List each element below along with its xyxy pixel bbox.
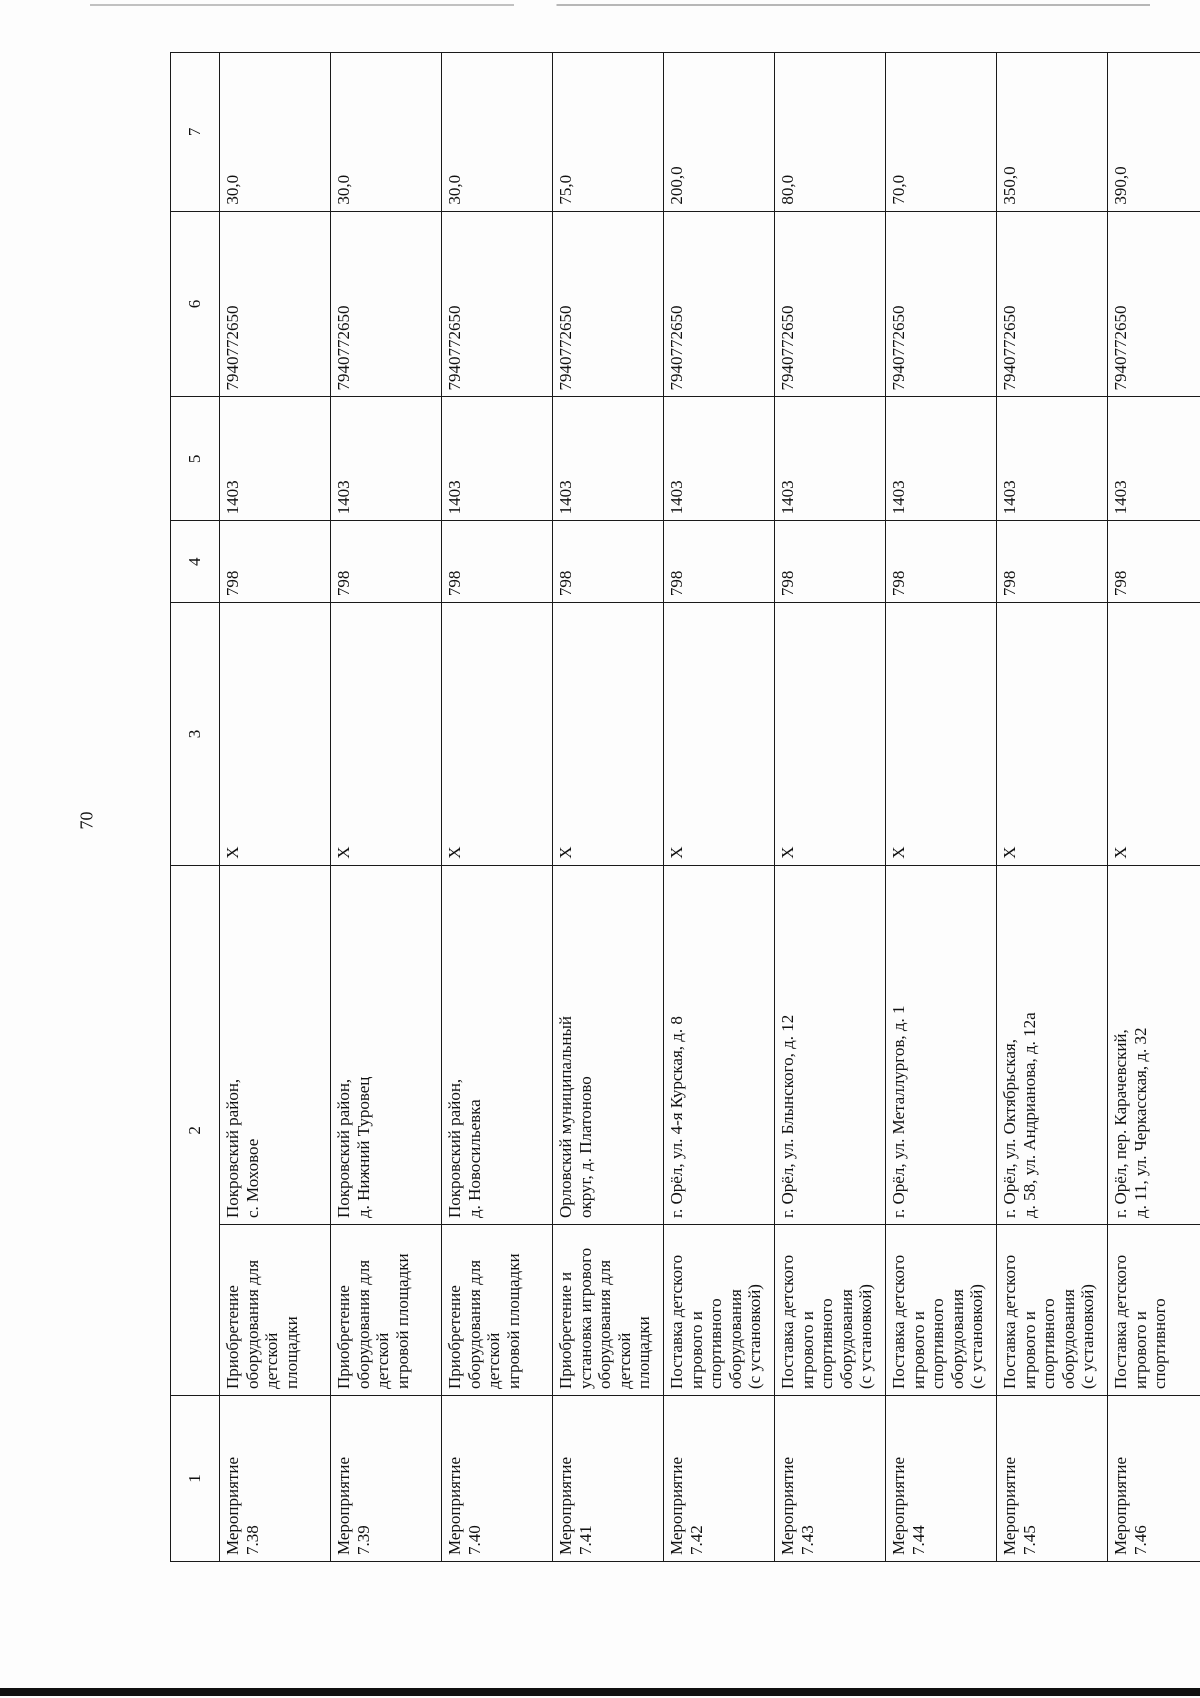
- measure-name-cell-line: оборудования для детской: [464, 1259, 504, 1389]
- col3-cell: Х: [220, 603, 331, 866]
- address-cell: [1108, 865, 1200, 1224]
- measure-name-cell-line: оборудования: [836, 1289, 856, 1389]
- col4-cell: 798: [442, 521, 553, 603]
- measure-code-cell: [886, 1396, 997, 1562]
- measure-name-cell-line: площадки: [634, 1316, 654, 1389]
- measure-name-cell: [553, 1225, 664, 1396]
- table-row: [220, 53, 331, 1562]
- address-cell-line: с. Моховое: [242, 1138, 262, 1219]
- col5-cell: 1403: [664, 397, 775, 521]
- amount-cell: 30,0: [331, 53, 442, 212]
- col6-cell: 7940772650: [553, 211, 664, 397]
- col4-cell: 798: [886, 521, 997, 603]
- measure-name-cell-line: Поставка детского: [889, 1254, 908, 1389]
- measure-name-cell-line: оборудования для детской: [595, 1259, 634, 1389]
- measure-name-cell-line: игрового и спортивного: [797, 1298, 837, 1389]
- measure-code-cell-line: 7.40: [464, 1525, 484, 1555]
- col3-cell: Х: [886, 603, 997, 866]
- col5-cell: 1403: [220, 397, 331, 521]
- table-row: [1108, 53, 1200, 1562]
- measure-code-cell: [997, 1396, 1108, 1562]
- table-body: [220, 53, 1200, 1562]
- measure-name-cell-line: Поставка детского: [1000, 1254, 1019, 1389]
- measure-name-cell-line: игрового и спортивного: [908, 1298, 948, 1389]
- address-cell-line: д. Нижний Туровец: [353, 1076, 373, 1219]
- measure-name-cell: [220, 1225, 331, 1396]
- measure-name-cell: [775, 1225, 886, 1396]
- amount-cell: 80,0: [775, 53, 886, 212]
- col3-cell: Х: [775, 603, 886, 866]
- measure-code-cell-line: Мероприятие: [1111, 1456, 1130, 1555]
- measure-name-cell: [997, 1225, 1108, 1396]
- address-cell-line: г. Орёл, ул. Блынского, д. 12: [778, 1014, 797, 1219]
- measure-name-cell-line: (с установкой): [745, 1284, 765, 1389]
- col4-cell: 798: [553, 521, 664, 603]
- col6-cell: 7940772650: [775, 211, 886, 397]
- header-cell-4: 4: [171, 521, 220, 603]
- col6-cell: 7940772650: [997, 211, 1108, 397]
- address-cell: [553, 865, 664, 1224]
- measure-name-cell: [664, 1225, 775, 1396]
- amount-cell: 390,0: [1108, 53, 1200, 212]
- measure-name-cell: [442, 1225, 553, 1396]
- address-cell-line: д. 11, ул. Черкасская, д. 32: [1130, 1027, 1150, 1219]
- col4-cell: 798: [220, 521, 331, 603]
- col6-cell: 7940772650: [220, 211, 331, 397]
- measure-code-cell: [775, 1396, 886, 1562]
- table-header-row: [171, 53, 220, 1562]
- col5-cell: 1403: [886, 397, 997, 521]
- amount-cell: 70,0: [886, 53, 997, 212]
- measure-code-cell: [1108, 1396, 1200, 1562]
- col6-cell: 7940772650: [886, 211, 997, 397]
- table-row: [886, 53, 997, 1562]
- measure-name-cell-line: игровой площадки: [503, 1253, 523, 1389]
- address-cell: [664, 865, 775, 1224]
- address-cell-line: Покровский район,: [445, 1078, 464, 1219]
- measure-name-cell-line: оборудования для детской: [353, 1259, 393, 1389]
- amount-cell: 200,0: [664, 53, 775, 212]
- measure-name-cell: [886, 1225, 997, 1396]
- measure-code-cell: [220, 1396, 331, 1562]
- address-cell: [775, 865, 886, 1224]
- measure-code-cell-line: 7.39: [353, 1525, 373, 1555]
- header-cell-5: 5: [171, 397, 220, 521]
- measure-name-cell-line: Приобретение: [334, 1285, 353, 1389]
- rotated-table-container: [170, 52, 1200, 1562]
- address-cell-line: г. Орёл, ул. 4-я Курская, д. 8: [667, 1016, 686, 1219]
- col6-cell: 7940772650: [664, 211, 775, 397]
- amount-cell: 30,0: [220, 53, 331, 212]
- measures-table: [170, 52, 1200, 1562]
- measure-code-cell-line: Мероприятие: [667, 1456, 686, 1555]
- header-cell-1: 1: [171, 1396, 220, 1562]
- col4-cell: 798: [1108, 521, 1200, 603]
- col4-cell: 798: [775, 521, 886, 603]
- measure-code-cell-line: Мероприятие: [889, 1456, 908, 1555]
- address-cell: [220, 865, 331, 1224]
- col4-cell: 798: [331, 521, 442, 603]
- col3-cell: Х: [664, 603, 775, 866]
- address-cell-line: д. Новосильевка: [464, 1099, 484, 1219]
- measure-name-cell-line: Поставка детского: [778, 1254, 797, 1389]
- col5-cell: 1403: [775, 397, 886, 521]
- address-cell-line: Покровский район,: [334, 1078, 353, 1219]
- measure-code-cell-line: Мероприятие: [334, 1456, 353, 1555]
- measure-name-cell-line: игрового и спортивного: [1130, 1298, 1170, 1389]
- address-cell: [331, 865, 442, 1224]
- measure-name-cell-line: Приобретение и: [556, 1271, 575, 1389]
- measure-code-cell-line: Мероприятие: [556, 1456, 575, 1555]
- measure-code-cell: [553, 1396, 664, 1562]
- measure-name-cell-line: Поставка детского: [667, 1254, 686, 1389]
- table-row: [664, 53, 775, 1562]
- measure-code-cell-line: 7.44: [908, 1525, 928, 1555]
- measure-code-cell-line: 7.38: [242, 1525, 262, 1555]
- col4-cell: 798: [664, 521, 775, 603]
- measure-code-cell-line: Мероприятие: [1000, 1456, 1019, 1555]
- amount-cell: 30,0: [442, 53, 553, 212]
- col5-cell: 1403: [331, 397, 442, 521]
- col5-cell: 1403: [442, 397, 553, 521]
- measure-name-cell-line: площадки: [281, 1316, 301, 1389]
- measure-name-cell-line: игрового и спортивного: [686, 1298, 726, 1389]
- header-cell-2: 2: [171, 865, 220, 1395]
- measure-name-cell-line: Приобретение: [223, 1285, 242, 1389]
- address-cell-line: Покровский район,: [223, 1078, 242, 1219]
- measure-code-cell-line: Мероприятие: [223, 1456, 242, 1555]
- col6-cell: 7940772650: [442, 211, 553, 397]
- measure-name-cell-line: (с установкой): [1078, 1284, 1098, 1389]
- col3-cell: Х: [997, 603, 1108, 866]
- col4-cell: 798: [997, 521, 1108, 603]
- measure-code-cell-line: 7.42: [686, 1525, 706, 1555]
- table-row: [553, 53, 664, 1562]
- col3-cell: Х: [553, 603, 664, 866]
- address-cell-line: округ, д. Платоново: [575, 1076, 595, 1219]
- measure-code-cell-line: 7.46: [1130, 1525, 1150, 1555]
- measure-code-cell: [664, 1396, 775, 1562]
- address-cell: [442, 865, 553, 1224]
- header-cell-7: 7: [171, 53, 220, 212]
- measure-code-cell-line: 7.43: [797, 1525, 817, 1555]
- col3-cell: Х: [331, 603, 442, 866]
- page-number: 70: [76, 811, 97, 830]
- address-cell-line: г. Орёл, пер. Карачевский,: [1111, 1029, 1130, 1219]
- measure-name-cell-line: оборудования для детской: [242, 1259, 282, 1389]
- amount-cell: 350,0: [997, 53, 1108, 212]
- table-row: [442, 53, 553, 1562]
- measure-name-cell-line: установка игрового: [575, 1247, 595, 1389]
- col6-cell: 7940772650: [1108, 211, 1200, 397]
- table-row: [775, 53, 886, 1562]
- measure-name-cell-line: (с установкой): [856, 1284, 876, 1389]
- measure-name-cell-line: Приобретение: [445, 1285, 464, 1389]
- measure-code-cell-line: 7.41: [575, 1525, 595, 1555]
- scan-top-edge: [90, 4, 1150, 6]
- address-cell-line: г. Орёл, ул. Октябрьская,: [1000, 1039, 1019, 1219]
- address-cell-line: д. 58, ул. Андрианова, д. 12а: [1019, 1012, 1039, 1219]
- table-row: [997, 53, 1108, 1562]
- col5-cell: 1403: [553, 397, 664, 521]
- col5-cell: 1403: [1108, 397, 1200, 521]
- header-cell-6: 6: [171, 211, 220, 397]
- col5-cell: 1403: [997, 397, 1108, 521]
- measure-code-cell-line: 7.45: [1019, 1525, 1039, 1555]
- col6-cell: 7940772650: [331, 211, 442, 397]
- scan-bottom-edge: [0, 1688, 1200, 1696]
- measure-code-cell: [331, 1396, 442, 1562]
- measure-name-cell-line: Поставка детского: [1111, 1254, 1130, 1389]
- measure-name-cell: [331, 1225, 442, 1396]
- measure-name-cell-line: оборудования: [1058, 1289, 1078, 1389]
- measure-name-cell: [1108, 1225, 1200, 1396]
- measure-code-cell-line: Мероприятие: [445, 1456, 464, 1555]
- header-cell-3: 3: [171, 603, 220, 866]
- address-cell: [997, 865, 1108, 1224]
- measure-name-cell-line: оборудования: [947, 1289, 967, 1389]
- col3-cell: Х: [442, 603, 553, 866]
- measure-code-cell-line: Мероприятие: [778, 1456, 797, 1555]
- measure-name-cell-line: оборудования: [725, 1289, 745, 1389]
- amount-cell: 75,0: [553, 53, 664, 212]
- measure-name-cell-line: (с установкой): [967, 1284, 987, 1389]
- measure-code-cell: [442, 1396, 553, 1562]
- address-cell-line: г. Орёл, ул. Металлургов, д. 1: [889, 1005, 908, 1219]
- table-row: [331, 53, 442, 1562]
- address-cell: [886, 865, 997, 1224]
- col3-cell: Х: [1108, 603, 1200, 866]
- measure-name-cell-line: игровой площадки: [392, 1253, 412, 1389]
- address-cell-line: Орловский муниципальный: [556, 1016, 575, 1219]
- measure-name-cell-line: игрового и спортивного: [1019, 1298, 1059, 1389]
